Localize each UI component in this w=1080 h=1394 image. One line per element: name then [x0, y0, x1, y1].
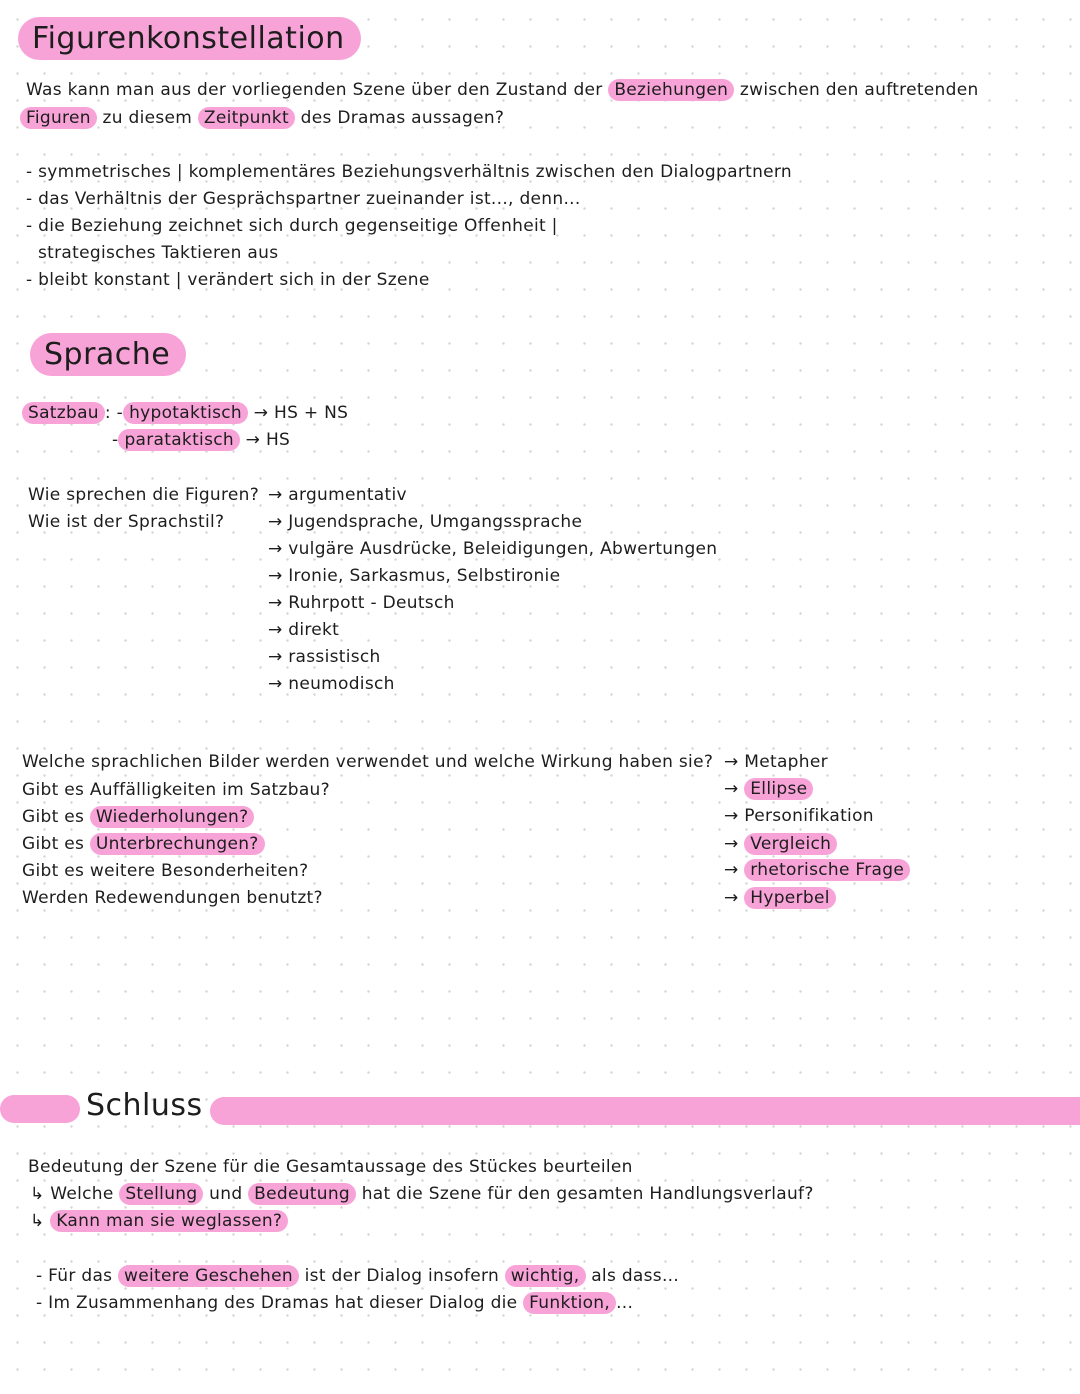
result: HS + NS	[273, 403, 349, 423]
bullet-item: - symmetrisches | komplementäres Beziehungsverhältnis zwischen den Dialogpartnern	[26, 162, 792, 182]
term-vergleich	[724, 834, 837, 854]
term-metapher	[724, 752, 828, 772]
style-item: → vulgäre Ausdrücke, Beleidigungen, Abwertungen	[268, 539, 718, 559]
heading-bar-right	[210, 1097, 1080, 1125]
style-item: → argumentativ	[268, 485, 407, 505]
highlight-figuren: Figuren	[20, 107, 97, 129]
schluss-bullet-1	[36, 1266, 679, 1286]
text: und	[209, 1184, 243, 1204]
highlight-parataktisch: parataktisch	[118, 429, 240, 451]
text: des Dramas aussagen?	[300, 108, 505, 128]
style-item: → Ironie, Sarkasmus, Selbstironie	[268, 566, 561, 586]
text: Was kann man aus der vorliegenden Szene über den Zustand der	[26, 80, 603, 100]
highlight-hypotaktisch: hypotaktisch	[123, 402, 248, 424]
term-personifikation	[724, 806, 874, 826]
question-unterbrechungen	[22, 834, 265, 854]
question-line-1	[26, 80, 979, 100]
heading-figurenkonstellation: Figurenkonstellation	[18, 17, 361, 60]
bullet-item: - die Beziehung zeichnet sich durch gegenseitige Offenheit |	[26, 216, 558, 236]
text: als dass...	[591, 1266, 680, 1286]
text: ist der Dialog insofern	[304, 1266, 500, 1286]
dash: -	[112, 430, 119, 450]
result: HS	[265, 430, 291, 450]
text: zwischen den auftretenden	[739, 80, 979, 100]
question-bilder: Welche sprachlichen Bilder werden verwendet und welche Wirkung haben sie?	[22, 752, 714, 772]
style-item: → rassistisch	[268, 647, 381, 667]
arrow-icon: →	[724, 834, 739, 854]
text: ...	[616, 1293, 634, 1313]
question-figuren: Wie sprechen die Figuren?	[28, 485, 260, 505]
text: Gibt es	[22, 807, 85, 827]
highlight-beziehungen: Beziehungen	[608, 79, 734, 101]
arrow-icon: →	[724, 806, 739, 826]
dash: -	[116, 403, 124, 423]
arrow-icon: →	[724, 752, 739, 772]
colon: :	[104, 403, 111, 423]
question-line-2	[20, 108, 504, 128]
arrow-icon: →	[253, 403, 269, 423]
satzbau-row-2	[112, 430, 290, 450]
highlight-rhetorische-frage: rhetorische Frage	[744, 859, 910, 881]
heading-schluss: Schluss	[86, 1088, 203, 1123]
question-wiederholungen	[22, 807, 254, 827]
highlight-weitere-geschehen: weitere Geschehen	[118, 1265, 299, 1287]
arrow-icon: →	[245, 430, 261, 450]
arrow-icon: →	[724, 779, 739, 799]
highlight-hyperbel: Hyperbel	[744, 887, 835, 909]
term: Personifikation	[744, 806, 874, 826]
satzbau-row-1	[22, 403, 348, 423]
term-hyperbel	[724, 888, 836, 908]
bullet-item: - bleibt konstant | verändert sich in der Szene	[26, 270, 430, 290]
highlight-vergleich: Vergleich	[744, 833, 837, 855]
text: zu diesem	[102, 108, 193, 128]
question-redewendungen: Werden Redewendungen benutzt?	[22, 888, 323, 908]
style-item: → Ruhrpott - Deutsch	[268, 593, 455, 613]
text: - Im Zusammenhang des Dramas hat dieser Dialog die	[36, 1293, 518, 1313]
highlight-unterbrechungen: Unterbrechungen?	[90, 833, 265, 855]
heading-bar-left	[0, 1095, 80, 1123]
schluss-bullet-2	[36, 1293, 633, 1313]
arrow-icon: →	[724, 860, 739, 880]
schluss-sub-2	[30, 1211, 288, 1231]
term-rhetorische-frage	[724, 860, 910, 880]
heading-sprache: Sprache	[30, 333, 186, 376]
term: Metapher	[744, 752, 828, 772]
bullet-item: - das Verhältnis der Gesprächspartner zueinander ist..., denn...	[26, 189, 581, 209]
highlight-stellung: Stellung	[119, 1183, 203, 1205]
highlight-ellipse: Ellipse	[744, 778, 813, 800]
text: ↳	[30, 1211, 45, 1231]
highlight-satzbau: Satzbau	[22, 402, 105, 424]
term-ellipse	[724, 779, 813, 799]
text: hat die Szene für den gesamten Handlungsverlauf?	[361, 1184, 814, 1204]
schluss-intro: Bedeutung der Szene für die Gesamtaussage des Stückes beurteilen	[28, 1157, 633, 1177]
style-item: → direkt	[268, 620, 340, 640]
question-satzbau: Gibt es Auffälligkeiten im Satzbau?	[22, 780, 330, 800]
highlight-wiederholungen: Wiederholungen?	[90, 806, 255, 828]
bullet-item-continuation: strategisches Taktieren aus	[38, 243, 279, 263]
highlight-weglassen: Kann man sie weglassen?	[50, 1210, 288, 1232]
highlight-funktion: Funktion,	[523, 1292, 616, 1314]
text: - Für das	[36, 1266, 113, 1286]
text: ↳ Welche	[30, 1184, 114, 1204]
highlight-bedeutung: Bedeutung	[248, 1183, 356, 1205]
arrow-icon: →	[724, 888, 739, 908]
question-sprachstil: Wie ist der Sprachstil?	[28, 512, 225, 532]
highlight-wichtig: wichtig,	[505, 1265, 586, 1287]
text: Gibt es	[22, 834, 85, 854]
schluss-sub-1	[30, 1184, 814, 1204]
highlight-zeitpunkt: Zeitpunkt	[198, 107, 295, 129]
question-besonderheiten: Gibt es weitere Besonderheiten?	[22, 861, 309, 881]
style-item: → neumodisch	[268, 674, 395, 694]
style-item: → Jugendsprache, Umgangssprache	[268, 512, 583, 532]
